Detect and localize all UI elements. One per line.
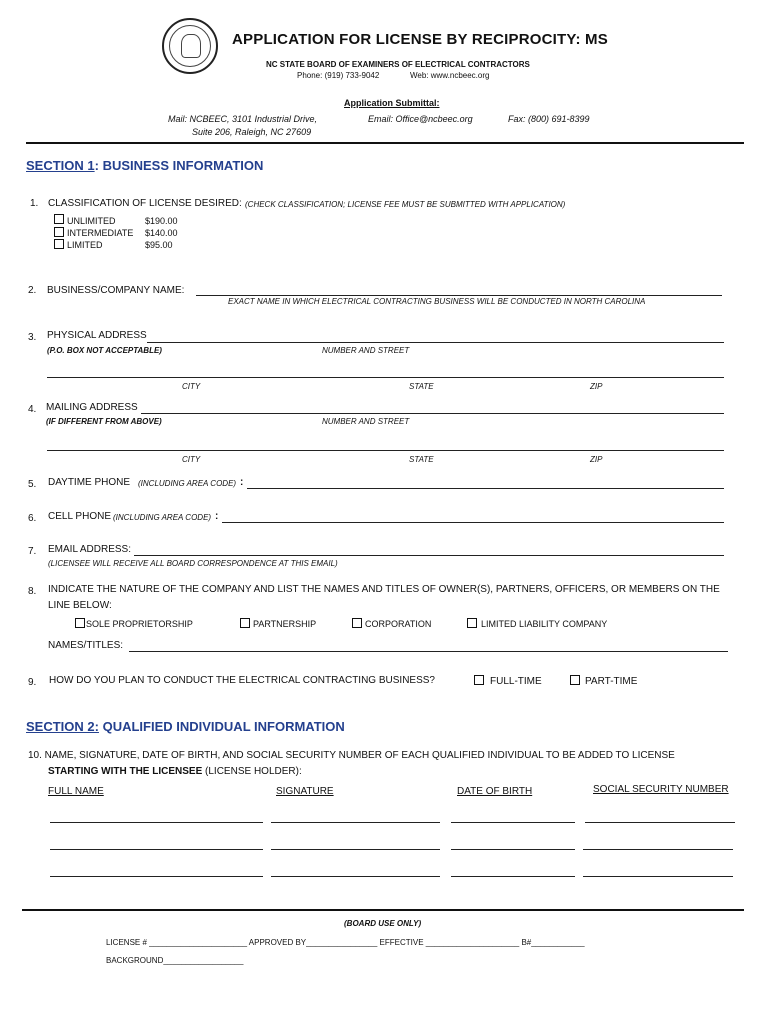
q10-line2 (48, 766, 302, 777)
q9-label: HOW DO YOU PLAN TO CONDUCT THE ELECTRICAL CONTRACTING BUSINESS? (49, 675, 435, 686)
qi-row1-signature-field[interactable] (271, 822, 440, 823)
qi-row3-dob-field[interactable] (451, 876, 575, 877)
qi-row3-full-name-field[interactable] (50, 876, 263, 877)
q1-note: (CHECK CLASSIFICATION; LICENSE FEE MUST BE SUBMITTED WITH APPLICATION) (245, 200, 566, 209)
q8-line1: INDICATE THE NATURE OF THE COMPANY AND LIST THE NAMES AND TITLES OF OWNER(S), PARTNERS, OFFICERS, OR MEMBERS ON THE (48, 584, 720, 595)
section1-heading-label: SECTION 1 (26, 158, 95, 173)
q1-label: CLASSIFICATION OF LICENSE DESIRED: (48, 198, 242, 209)
cell-phone-field[interactable] (222, 522, 724, 523)
q7-note: (LICENSEE WILL RECEIVE ALL BOARD CORRESPONDENCE AT THIS EMAIL) (48, 559, 338, 568)
submittal-fax: Fax: (800) 691-8399 (508, 114, 590, 124)
daytime-phone-field[interactable] (247, 488, 724, 489)
qi-row2-full-name-field[interactable] (50, 849, 263, 850)
qi-row1-dob-field[interactable] (451, 822, 575, 823)
q2-number: 2. (28, 285, 37, 296)
ncbeec-seal-logo (162, 18, 218, 74)
part-time-label: PART-TIME (585, 676, 638, 687)
board-use-license-line: LICENSE # ______________________ APPROVED BY________________ EFFECTIVE _____________________ B#____________ (106, 938, 585, 947)
q2-note: EXACT NAME IN WHICH ELECTRICAL CONTRACTING BUSINESS WILL BE CONDUCTED IN NORTH CAROLINA (228, 297, 646, 306)
qi-row3-ssn-field[interactable] (583, 876, 733, 877)
section2-heading-title: QUALIFIED INDIVIDUAL INFORMATION (98, 719, 345, 734)
q6-number: 6. (28, 513, 37, 524)
section2-heading (26, 719, 345, 734)
q6-colon: : (215, 511, 219, 522)
board-use-divider (22, 909, 744, 911)
board-use-heading: (BOARD USE ONLY) (344, 919, 422, 928)
sole-proprietorship-checkbox[interactable] (75, 618, 85, 628)
board-web: Web: www.ncbeec.org (410, 71, 490, 80)
board-name: NC STATE BOARD OF EXAMINERS OF ELECTRICAL CONTRACTORS (266, 60, 530, 69)
submittal-heading: Application Submittal: (344, 98, 440, 108)
full-time-checkbox[interactable] (474, 675, 484, 685)
q9-number: 9. (28, 677, 37, 688)
board-use-background-line: BACKGROUND__________________ (106, 956, 244, 965)
names-titles-label: NAMES/TITLES: (48, 640, 124, 651)
mailing-city-caption: CITY (182, 455, 201, 464)
corporation-checkbox[interactable] (352, 618, 362, 628)
physical-city-state-zip-field[interactable] (47, 377, 724, 378)
section1-heading (26, 158, 263, 173)
mail-address-line2: Suite 206, Raleigh, NC 27609 (192, 127, 312, 137)
q8-line2: LINE BELOW: (48, 600, 112, 611)
mailing-zip-caption: ZIP (590, 455, 603, 464)
page-title: APPLICATION FOR LICENSE BY RECIPROCITY: MS (232, 31, 608, 48)
q7-label: EMAIL ADDRESS: (48, 544, 131, 555)
intermediate-checkbox[interactable] (54, 227, 64, 237)
mail-address-line1: Mail: NCBEEC, 3101 Industrial Drive, (168, 114, 318, 124)
limited-checkbox[interactable] (54, 239, 64, 249)
limited-label: LIMITED (67, 240, 103, 250)
q1-number: 1. (30, 198, 39, 209)
intermediate-label: INTERMEDIATE (67, 228, 134, 238)
email-address-field[interactable] (134, 555, 724, 556)
q4-number: 4. (28, 404, 37, 415)
unlimited-fee: $190.00 (145, 216, 178, 226)
sole-proprietorship-label: SOLE PROPRIETORSHIP (86, 619, 193, 629)
submittal-email: Email: Office@ncbeec.org (368, 114, 473, 124)
col-signature: SIGNATURE (276, 786, 334, 797)
q4-note: (IF DIFFERENT FROM ABOVE) (46, 417, 162, 426)
q10-line1: 10. NAME, SIGNATURE, DATE OF BIRTH, AND SOCIAL SECURITY NUMBER OF EACH QUALIFIED INDIVIDUAL TO BE ADDED TO LICENSE (28, 750, 675, 761)
mailing-city-state-zip-field[interactable] (47, 450, 724, 451)
q3-note: (P.O. BOX NOT ACCEPTABLE) (47, 346, 162, 355)
q10-rest-text: (LICENSE HOLDER): (202, 766, 302, 777)
board-phone: Phone: (919) 733-9042 (297, 71, 380, 80)
qi-row2-signature-field[interactable] (271, 849, 440, 850)
q7-number: 7. (28, 546, 37, 557)
header-divider (26, 142, 744, 144)
q6-label: CELL PHONE (48, 511, 111, 522)
section2-heading-label: SECTION 2: (26, 719, 99, 734)
q4-label: MAILING ADDRESS (46, 402, 138, 413)
names-titles-field[interactable] (129, 651, 728, 652)
llc-checkbox[interactable] (467, 618, 477, 628)
unlimited-label: UNLIMITED (67, 216, 116, 226)
qi-row3-signature-field[interactable] (271, 876, 440, 877)
physical-street-caption: NUMBER AND STREET (322, 346, 410, 355)
limited-fee: $95.00 (145, 240, 173, 250)
partnership-checkbox[interactable] (240, 618, 250, 628)
q5-note: (INCLUDING AREA CODE) (138, 479, 237, 488)
physical-street-field[interactable] (147, 342, 724, 343)
partnership-label: PARTNERSHIP (253, 619, 317, 629)
q6-note: (INCLUDING AREA CODE) (113, 513, 212, 522)
unlimited-checkbox[interactable] (54, 214, 64, 224)
q2-label: BUSINESS/COMPANY NAME: (47, 285, 185, 296)
q3-label: PHYSICAL ADDRESS (47, 330, 147, 341)
col-date-of-birth: DATE OF BIRTH (457, 786, 533, 797)
q5-number: 5. (28, 479, 37, 490)
physical-zip-caption: ZIP (590, 382, 603, 391)
q8-number: 8. (28, 586, 37, 597)
col-full-name: FULL NAME (48, 786, 104, 797)
mailing-state-caption: STATE (409, 455, 434, 464)
corporation-label: CORPORATION (365, 619, 432, 629)
qi-row2-dob-field[interactable] (451, 849, 575, 850)
qi-row1-full-name-field[interactable] (50, 822, 263, 823)
section1-heading-title: : BUSINESS INFORMATION (94, 158, 264, 173)
physical-city-caption: CITY (182, 382, 201, 391)
q10-bold-text: STARTING WITH THE LICENSEE (48, 766, 203, 777)
qi-row1-ssn-field[interactable] (585, 822, 735, 823)
mailing-street-field[interactable] (141, 413, 724, 414)
llc-label: LIMITED LIABILITY COMPANY (481, 619, 608, 629)
physical-state-caption: STATE (409, 382, 434, 391)
mailing-street-caption: NUMBER AND STREET (322, 417, 410, 426)
q3-number: 3. (28, 332, 37, 343)
full-time-label: FULL-TIME (490, 676, 542, 687)
q5-label: DAYTIME PHONE (48, 477, 131, 488)
qi-row2-ssn-field[interactable] (583, 849, 733, 850)
intermediate-fee: $140.00 (145, 228, 178, 238)
q5-colon: : (240, 477, 244, 488)
business-name-field[interactable] (196, 295, 722, 296)
part-time-checkbox[interactable] (570, 675, 580, 685)
col-ssn: SOCIAL SECURITY NUMBER (593, 784, 729, 795)
